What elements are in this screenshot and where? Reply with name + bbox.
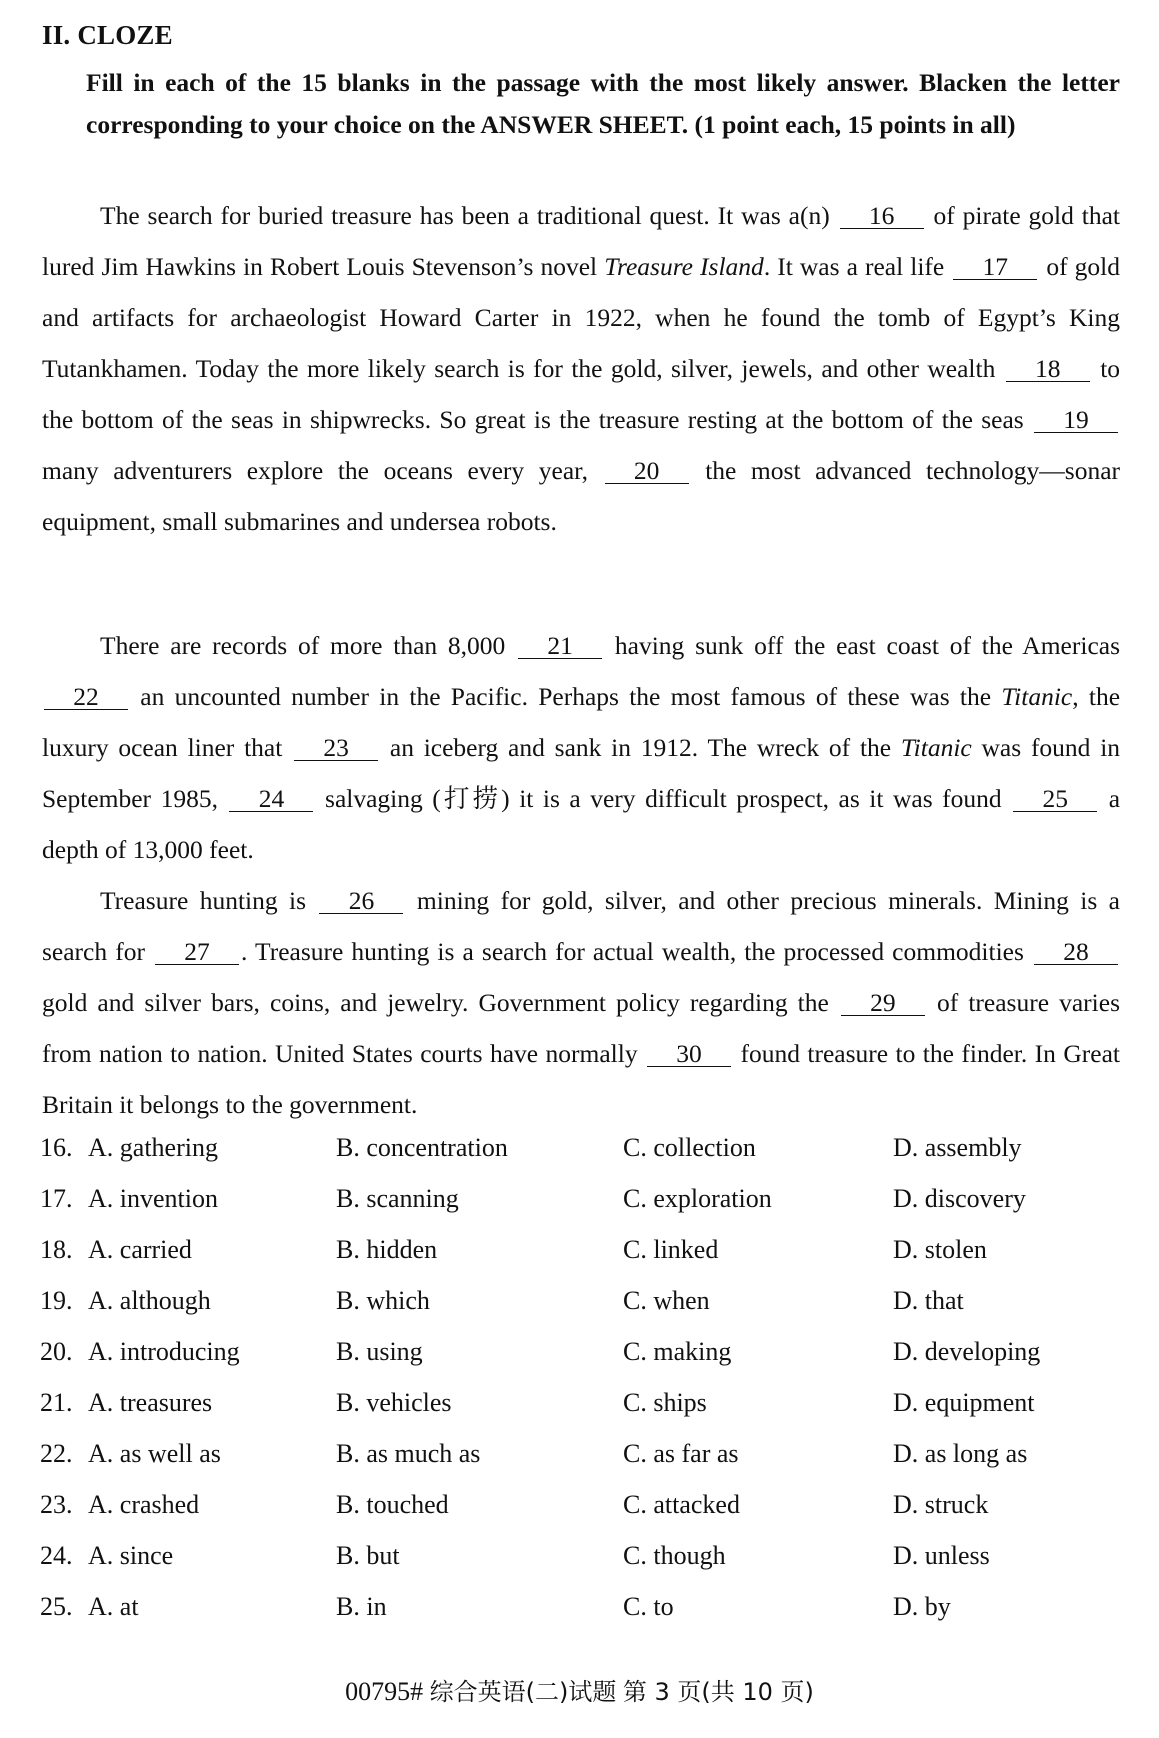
option-c: C. to	[623, 1592, 674, 1621]
passage-text: was found in September 1985,	[42, 733, 1121, 813]
passage-paragraph-1	[42, 190, 1120, 547]
passage-text: Treasure hunting is	[100, 886, 307, 915]
option-c: C. collection	[623, 1133, 756, 1162]
passage-text: an iceberg and sank in 1912. The wreck of the	[389, 733, 892, 762]
passage-paragraph-2	[42, 620, 1120, 875]
option-d: D. as long as	[893, 1439, 1028, 1468]
page-number: 第 3 页(共 10 页)	[622, 1678, 814, 1706]
option-d: D. stolen	[893, 1235, 987, 1264]
question-number: 21.	[40, 1388, 73, 1417]
blank-23: 23	[294, 736, 378, 761]
question-number: 16.	[40, 1133, 73, 1162]
question-16-options	[40, 1133, 1140, 1184]
option-d: D. unless	[893, 1541, 990, 1570]
blank-16: 16	[840, 204, 924, 229]
option-d: D. discovery	[893, 1184, 1026, 1213]
option-c: C. when	[623, 1286, 710, 1315]
passage-text: of pirate gold that lured Jim Hawkins in Robert Louis Stevenson’s novel	[42, 201, 1121, 281]
page-footer	[0, 1672, 1159, 1707]
option-b: B. as much as	[336, 1439, 481, 1468]
question-25-options	[40, 1592, 1140, 1643]
passage-text: gold and silver bars, coins, and jewelry. Government policy regarding the	[42, 988, 829, 1017]
option-c: C. making	[623, 1337, 732, 1366]
blank-18: 18	[1006, 357, 1090, 382]
passage-text: a depth of 13,000 feet.	[42, 784, 1121, 864]
option-b: B. touched	[336, 1490, 449, 1519]
blank-29: 29	[841, 991, 925, 1016]
option-b: B. vehicles	[336, 1388, 452, 1417]
ship-name: Titanic	[1001, 682, 1073, 711]
passage-text: having sunk off the east coast of the Americas	[614, 631, 1120, 660]
option-b: B. but	[336, 1541, 400, 1570]
option-b: B. in	[336, 1592, 387, 1621]
option-b: B. hidden	[336, 1235, 438, 1264]
option-b: B. concentration	[336, 1133, 508, 1162]
passage-text: to the bottom of the seas in shipwrecks. So great is the treasure resting at the bottom of the seas	[42, 354, 1121, 434]
passage-text: There are records of more than 8,000	[100, 631, 506, 660]
option-d: D. that	[893, 1286, 964, 1315]
question-20-options	[40, 1337, 1140, 1388]
question-number: 22.	[40, 1439, 73, 1468]
option-b: B. which	[336, 1286, 430, 1315]
passage-text: an uncounted number in the Pacific. Perhaps the most famous of these was the	[140, 682, 992, 711]
passage-text: salvaging (打捞) it is a very difficult prospect, as it was found	[325, 784, 1002, 813]
option-a: A. crashed	[88, 1490, 200, 1519]
question-number: 23.	[40, 1490, 73, 1519]
exam-title: 综合英语(二)试题	[429, 1678, 617, 1706]
passage-text: found treasure to the finder. In Great Britain it belongs to the government.	[42, 1039, 1120, 1119]
question-17-options	[40, 1184, 1140, 1235]
question-19-options	[40, 1286, 1140, 1337]
blank-19: 19	[1034, 408, 1118, 433]
question-21-options	[40, 1388, 1140, 1439]
section-title: II. CLOZE	[42, 20, 173, 50]
passage-paragraph-3	[42, 875, 1120, 1130]
option-d: D. developing	[893, 1337, 1041, 1366]
option-d: D. by	[893, 1592, 951, 1621]
option-a: A. since	[88, 1541, 174, 1570]
question-22-options	[40, 1439, 1140, 1490]
question-number: 18.	[40, 1235, 73, 1264]
option-a: A. carried	[88, 1235, 192, 1264]
option-a: A. invention	[88, 1184, 218, 1213]
blank-21: 21	[518, 634, 602, 659]
passage-text: The search for buried treasure has been a traditional quest. It was a(n)	[100, 201, 830, 230]
option-c: C. as far as	[623, 1439, 739, 1468]
blank-30: 30	[647, 1042, 731, 1067]
option-a: A. at	[88, 1592, 139, 1621]
option-a: A. gathering	[88, 1133, 218, 1162]
question-number: 17.	[40, 1184, 73, 1213]
passage-text: many adventurers explore the oceans every year,	[42, 456, 588, 485]
passage-text: the most advanced technology—sonar equipment, small submarines and undersea robots.	[42, 456, 1121, 536]
question-number: 24.	[40, 1541, 73, 1570]
option-d: D. struck	[893, 1490, 989, 1519]
option-c: C. exploration	[623, 1184, 772, 1213]
blank-22: 22	[44, 685, 128, 710]
passage-text: . Treasure hunting is a search for actual wealth, the processed commodities	[241, 937, 1024, 966]
passage-text: of treasure varies from nation to nation. United States courts have normally	[42, 988, 1121, 1068]
option-a: A. although	[88, 1286, 211, 1315]
option-c: C. linked	[623, 1235, 719, 1264]
option-b: B. scanning	[336, 1184, 459, 1213]
option-a: A. as well as	[88, 1439, 221, 1468]
ship-name: Titanic	[900, 733, 972, 762]
option-c: C. attacked	[623, 1490, 740, 1519]
option-c: C. ships	[623, 1388, 707, 1417]
option-c: C. though	[623, 1541, 726, 1570]
passage-text: . It was a real life	[763, 252, 945, 281]
question-number: 20.	[40, 1337, 73, 1366]
question-number: 25.	[40, 1592, 73, 1621]
option-a: A. introducing	[88, 1337, 240, 1366]
answer-options	[40, 1133, 1140, 1643]
question-24-options	[40, 1541, 1140, 1592]
passage-text: mining for gold, silver, and other precious minerals. Mining is a search for	[42, 886, 1120, 966]
section-instructions: Fill in each of the 15 blanks in the passage with the most likely answer. Blacken the letter corresponding to your choice on the ANSWER SHEET. (1 point each, 15 points in all)	[86, 68, 1120, 139]
question-number: 19.	[40, 1286, 73, 1315]
blank-25: 25	[1013, 787, 1097, 812]
option-b: B. using	[336, 1337, 423, 1366]
blank-27: 27	[155, 940, 239, 965]
passage-text: , the luxury ocean liner that	[42, 682, 1121, 762]
blank-20: 20	[605, 459, 689, 484]
book-title: Treasure Island	[604, 252, 764, 281]
passage-text: of gold and artifacts for archaeologist Howard Carter in 1922, when he found the tomb of Egypt’s King Tutankhamen. Today the more likely search is for the gold, silver, jewels, and other wealth	[42, 252, 1120, 383]
option-d: D. assembly	[893, 1133, 1022, 1162]
option-d: D. equipment	[893, 1388, 1035, 1417]
question-23-options	[40, 1490, 1140, 1541]
option-a: A. treasures	[88, 1388, 213, 1417]
blank-24: 24	[229, 787, 313, 812]
blank-17: 17	[953, 255, 1037, 280]
blank-26: 26	[319, 889, 403, 914]
exam-code: 00795#	[345, 1677, 424, 1706]
blank-28: 28	[1034, 940, 1118, 965]
question-18-options	[40, 1235, 1140, 1286]
